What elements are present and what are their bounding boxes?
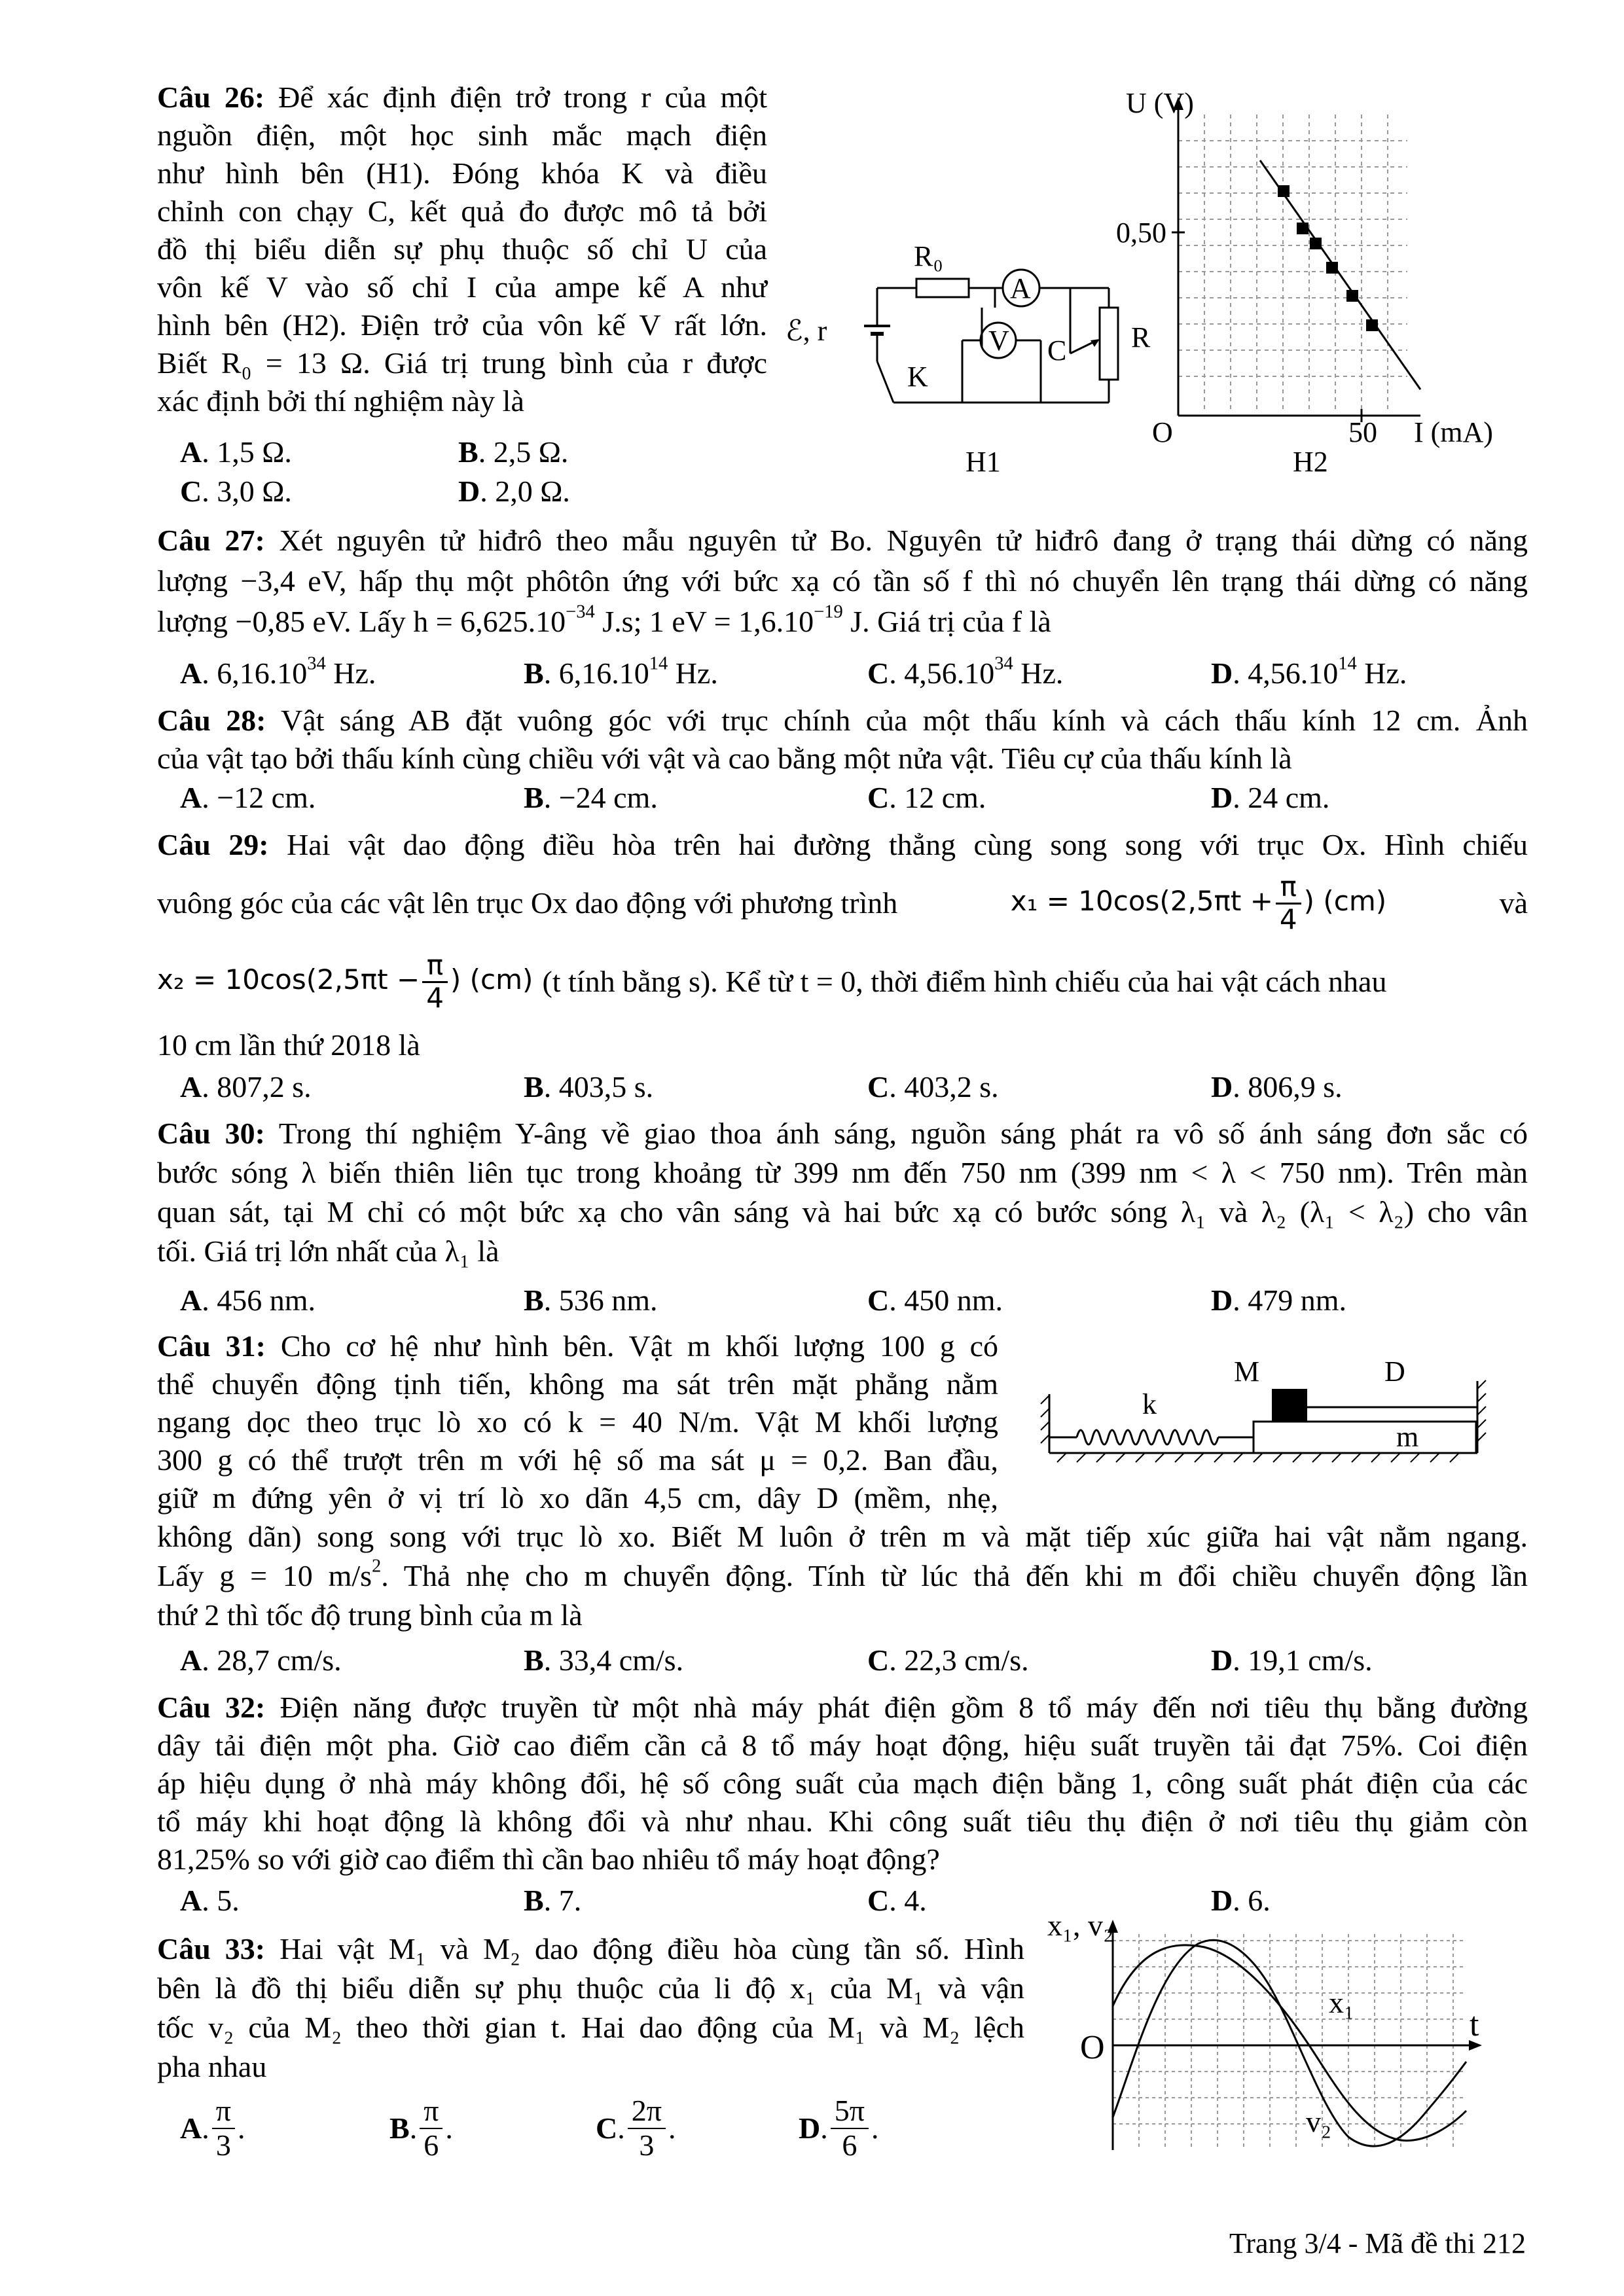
q29-option-b[interactable]: B. 403,5 s. [524, 1070, 654, 1103]
label-m: m [1396, 1421, 1419, 1453]
q32-option-c[interactable]: C. 4. [867, 1884, 927, 1917]
q27-option-a[interactable]: A. 6,16.10$^{34}$ Hz. [180, 653, 376, 690]
h2-point [1366, 319, 1378, 331]
q33-grid [1113, 1934, 1466, 2147]
q33-option-c[interactable]: C . $\frac{2\pi}{3}$ . [596, 2094, 676, 2162]
q31-option-c[interactable]: C. 22,3 cm/s. [867, 1643, 1029, 1677]
label-M: M [1234, 1355, 1260, 1388]
h2-ytick-label: 0,50 [1116, 217, 1166, 249]
q33-text: Câu 33: Hai vật M₁ và M₂ dao động điều hòa cùng tần số. Hình bên là đồ thị biểu diễn sự phụ thuộc của li độ x₁ của M₁ và vận tốc v₂ của M₂ theo thời gian t. Hai dao động của M₁ và M₂ lệch pha nhau [157, 1932, 1024, 2083]
q32-option-d[interactable]: D. 6. [1211, 1884, 1271, 1917]
q30-option-b[interactable]: B. 536 nm. [524, 1283, 658, 1317]
q31-label: Câu 31: [157, 1329, 266, 1363]
h1-caption: H1 [965, 446, 1001, 478]
q31-option-a[interactable]: A. 28,7 cm/s. [180, 1643, 342, 1677]
h2-point [1346, 290, 1358, 302]
page-footer: Trang 3/4 - Mã đề thi 212 [1229, 2227, 1526, 2259]
q31-option-d[interactable]: D. 19,1 cm/s. [1211, 1643, 1373, 1677]
q31-text-full: không dãn) song song với trục lò xo. Biết M luôn ở trên m và mặt tiếp xúc giữa hai vật nằm ngang. Lấy g = 10 $m/s^2$. Thả nhẹ cho m chuyển động. Tính từ lúc thả đến khi m đổi chiều chuyển động lần thứ 2 thì tốc độ trung bình của m là [157, 1520, 1528, 1632]
graph-x1-v2 [1047, 1914, 1506, 2157]
q32-label: Câu 32: [157, 1691, 266, 1724]
q30-option-c[interactable]: C. 450 nm. [867, 1283, 1003, 1317]
q32-option-a[interactable]: A. 5. [180, 1884, 240, 1917]
q27-text: Câu 27: Xét nguyên tử hiđrô theo mẫu nguyên tử Bo. Nguyên tử hiđrô đang ở trạng thái dừng có năng lượng −3,4 eV, hấp thụ một phôtôn ứng với bức xạ có tần số f thì nó chuyển lên trạng thái dừng có năng lượng −0,85 eV. Lấy $h = 6,625.10^{-34}$ J.s; 1 eV = $1,6.10^{-19}$ J. Giá trị của f là [157, 524, 1528, 638]
h1-slider-label: C [1047, 334, 1067, 367]
h2-xlabel: I (mA) [1414, 416, 1493, 448]
q29-option-a[interactable]: A. 807,2 s. [180, 1070, 312, 1103]
h2-point [1326, 262, 1338, 274]
q27-option-d[interactable]: D. 4,56.10$^{14}$ Hz. [1211, 653, 1407, 690]
q28-option-d[interactable]: D. 24 cm. [1211, 781, 1330, 814]
q26-option-b[interactable]: B. 2,5 Ω. [458, 435, 569, 469]
q26-option-d[interactable]: D. 2,0 Ω. [458, 475, 570, 508]
h2-point [1278, 185, 1290, 197]
graph-h2 [1113, 85, 1538, 491]
q31-option-b[interactable]: B. 33,4 cm/s. [524, 1643, 684, 1677]
q27-label: Câu 27: [157, 524, 265, 557]
h1-r0-label: R₀ [914, 240, 943, 272]
q33-option-d[interactable]: D . $\frac{5\pi}{6}$ . [799, 2094, 879, 2162]
q30-option-a[interactable]: A. 456 nm. [180, 1283, 316, 1317]
h2-caption: H2 [1293, 446, 1328, 478]
q30-label: Câu 30: [157, 1117, 265, 1150]
block-M [1272, 1389, 1307, 1422]
q33-option-b[interactable]: B . $\frac{\pi}{6}$ . [389, 2094, 453, 2162]
q30-text: Câu 30: Trong thí nghiệm Y-âng về giao thoa ánh sáng, nguồn sáng phát ra vô số ánh sáng đơn sắc có bước sóng λ biến thiên liên tục trong khoảng từ 399 nm đến 750 nm (399 nm < λ < 750 nm). Trên màn quan sát, tại M chỉ có một bức xạ cho vân sáng và hai bức xạ có bước sóng λ₁ và λ₂ (λ₁ < λ₂) cho vân tối. Giá trị lớn nhất của λ₁ là [157, 1117, 1528, 1268]
q32-text: Câu 32: Điện năng được truyền từ một nhà máy phát điện gồm 8 tổ máy đến nơi tiêu thụ bằng đường dây tải điện một pha. Giờ cao điểm cần cả 8 tổ máy hoạt động, hiệu suất truyền tải đạt 75%. Coi điện áp hiệu dụng ở nhà máy không đổi, hệ số công suất của mạch điện bằng 1, công suất phát điện của các tổ máy khi hoạt động là không đổi và như nhau. Khi công suất tiêu thụ điện ở nơi tiêu thụ giảm còn 81,25% so với giờ cao điểm thì cần bao nhiêu tổ máy hoạt động? [157, 1691, 1528, 1876]
q33-x1-label: x₁ [1329, 1986, 1355, 2019]
q28-label: Câu 28: [157, 704, 266, 737]
h1-ammeter-label: A [1010, 272, 1031, 304]
q33-v2-label: v₂ [1306, 2105, 1332, 2138]
q33-t-label: t [1470, 2006, 1479, 2043]
h1-voltmeter-label: V [988, 325, 1009, 357]
q26-option-a[interactable]: A. 1,5 Ω. [180, 435, 292, 469]
q31-text-left: Câu 31: Cho cơ hệ như hình bên. Vật m khối lượng 100 g có thể chuyển động tịnh tiến, không ma sát trên mặt phẳng nằm ngang dọc theo trục lò xo có k = 40 N/m. Vật M khối lượng 300 g có thể trượt trên m với hệ số ma sát μ = 0,2. Ban đầu, giữ m đứng yên ở vị trí lò xo dãn 4,5 cm, dây D (mềm, nhẹ, [157, 1329, 998, 1515]
q29-option-c[interactable]: C. 403,2 s. [867, 1070, 999, 1103]
h2-point [1310, 238, 1322, 249]
h1-switch-label: K [907, 361, 928, 393]
h1-emf-label: ℰ, r [785, 315, 827, 347]
label-k: k [1142, 1388, 1157, 1420]
h2-xtick-label: 50 [1348, 416, 1377, 448]
q26-label: Câu 26: [157, 81, 265, 114]
q29-equation-2: x₂ = 10cos(2,5πt − $\frac{\pi}{4}$ ) (cm) [157, 949, 533, 1014]
q29-option-d[interactable]: D. 806,9 s. [1211, 1070, 1343, 1103]
q32-option-b[interactable]: B. 7. [524, 1884, 582, 1917]
q29-line1: Câu 29: Hai vật dao động điều hòa trên hai đường thẳng cùng song song với trục Ox. Hình chiếu [157, 828, 1528, 861]
q28-option-a[interactable]: A. −12 cm. [180, 781, 316, 814]
q28-option-c[interactable]: C. 12 cm. [867, 781, 986, 814]
q29-line2: vuông góc của các vật lên trục Ox dao động với phương trình x₁ = 10cos(2,5πt + $\frac{\pi}{4}$ ) (cm) và [157, 870, 1528, 935]
q29-line3: x₂ = 10cos(2,5πt − $\frac{\pi}{4}$ ) (cm) (t tính bằng s). Kể từ t = 0, thời điểm hình chiếu của hai vật cách nhau [157, 949, 1387, 1014]
h2-origin: O [1152, 416, 1173, 448]
q28-text: Câu 28: Vật sáng AB đặt vuông góc với trục chính của một thấu kính và cách thấu kính 12 cm. Ảnh của vật tạo bởi thấu kính cùng chiều với vật và cao bằng một nửa vật. Tiêu cự của thấu kính là [157, 704, 1528, 775]
circuit-diagram-h1 [785, 223, 1152, 484]
h2-grid [1178, 115, 1407, 412]
q33-origin: O [1080, 2029, 1105, 2066]
q29-label: Câu 29: [157, 828, 269, 861]
spring-block-diagram [1038, 1342, 1496, 1466]
q27-option-b[interactable]: B. 6,16.10$^{14}$ Hz. [524, 653, 718, 690]
q33-label: Câu 33: [157, 1932, 266, 1965]
h2-ylabel: U (V) [1126, 87, 1194, 119]
q33-ylabel: x₁, v₂ [1047, 1914, 1114, 1942]
curve-v2 [1113, 1940, 1466, 2146]
q28-option-b[interactable]: B. −24 cm. [524, 781, 658, 814]
q27-option-c[interactable]: C. 4,56.10$^{34}$ Hz. [867, 653, 1064, 690]
q26-text: Câu 26: Để xác định điện trở trong r của một nguồn điện, một học sinh mắc mạch điện như hình bên (H1). Đóng khóa K và điều chỉnh con chạy C, kết quả đo được mô tả bởi đồ thị biểu diễn sự phụ thuộc số chỉ U của vôn kế V vào số chỉ I của ampe kế A như hình bên (H2). Điện trở của vôn kế V rất lớn. Biết R₀ = 13 Ω. Giá trị trung bình của r được xác định bởi thí nghiệm này là [157, 81, 768, 418]
q29-equation-1: x₁ = 10cos(2,5πt + $\frac{\pi}{4}$ ) (cm) [1010, 870, 1387, 935]
q29-line4: 10 cm lần thứ 2018 là [157, 1028, 420, 1062]
q30-option-d[interactable]: D. 479 nm. [1211, 1283, 1347, 1317]
h2-point [1297, 223, 1308, 234]
h1-resistor-label: R [1131, 321, 1151, 353]
label-D: D [1384, 1355, 1405, 1388]
q33-option-a[interactable]: A . $\frac{\pi}{3}$ . [180, 2094, 245, 2162]
q26-option-c[interactable]: C. 3,0 Ω. [180, 475, 292, 508]
